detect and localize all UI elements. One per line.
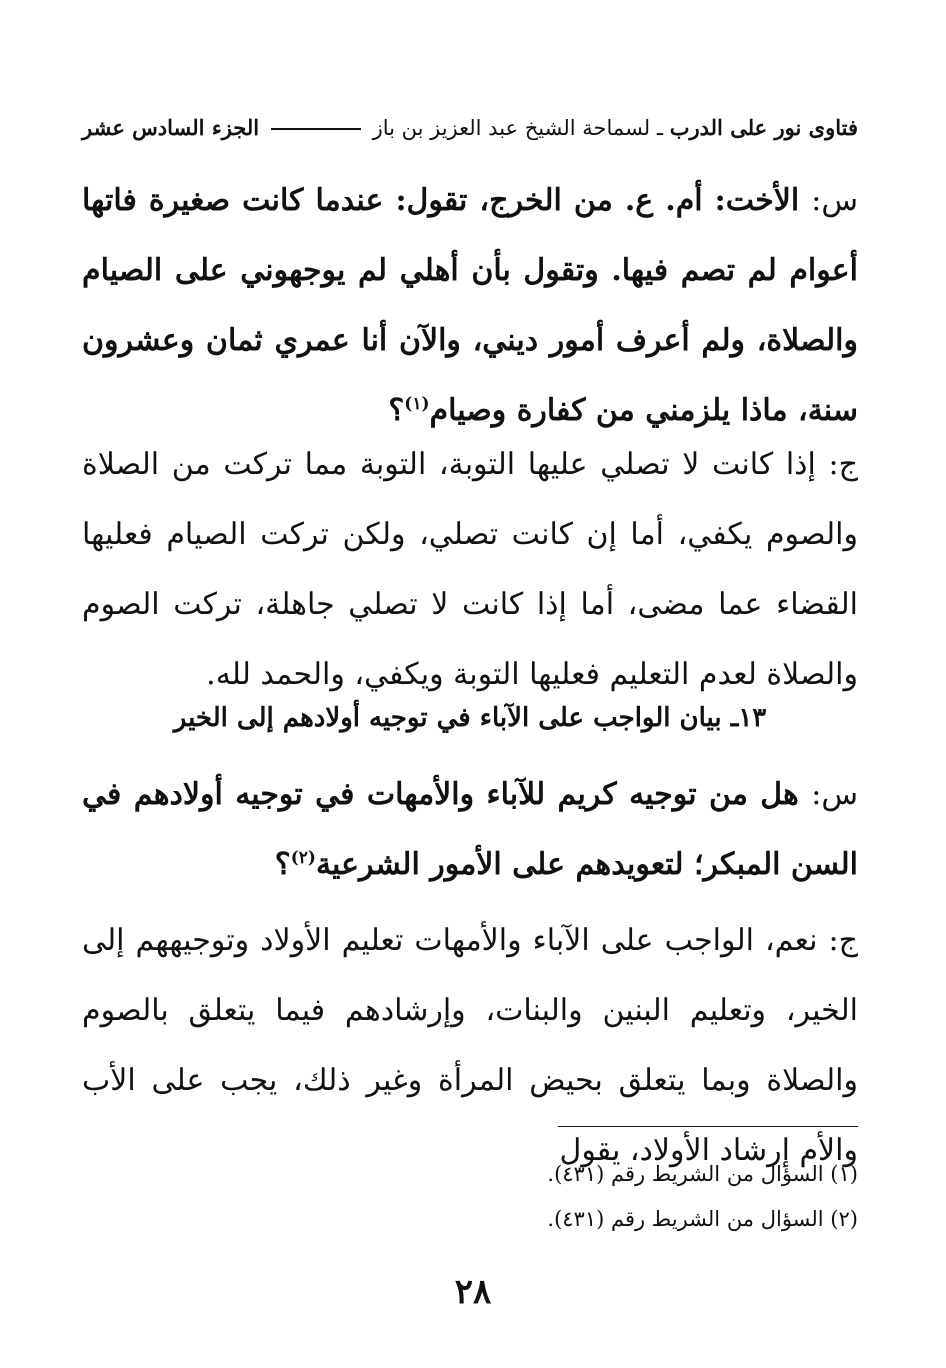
footnote-1: (١) السؤال من الشريط رقم (٤٣١). xyxy=(547,1162,858,1186)
question-2 xyxy=(82,760,858,900)
question-2-body: هل من توجيه كريم للآباء والأمهات في توجيه أولادهم في السن المبكر؛ لتعويدهم على الأمور الشرعية xyxy=(82,777,858,882)
header-title xyxy=(373,115,858,140)
footnote-ref-2: (٢) xyxy=(290,848,316,868)
running-header xyxy=(82,110,858,145)
header-book-title: فتاوى نور على الدرب xyxy=(669,114,858,140)
question-2-lead: س: xyxy=(811,777,858,812)
question-1-text xyxy=(82,166,858,446)
question-2-end: ؟ xyxy=(274,847,291,882)
answer-2-text: ج: نعم، الواجب على الآباء والأمهات تعليم الأولاد وتوجيههم إلى الخير، وتعليم البنين والبنات، وإرشادهم فيما يتعلق بالصوم والصلاة وبما يتعلق بحيض المرأة وغير ذلك، يجب على الأب والأم إرشاد الأولاد، يقول xyxy=(82,923,858,1168)
header-author: ـ لسماحة الشيخ عبد العزيز بن باز xyxy=(372,115,664,140)
footnote-separator xyxy=(558,1126,858,1127)
header-volume: الجزء السادس عشر xyxy=(82,114,260,140)
question-1-lead: س: xyxy=(811,183,858,218)
answer-2 xyxy=(82,906,858,1186)
answer-1 xyxy=(82,430,858,710)
page-number: ٢٨ xyxy=(454,1272,492,1312)
section-heading: ١٣ـ بيان الواجب على الآباء في توجيه أولادهم إلى الخير xyxy=(173,703,767,733)
question-1 xyxy=(82,166,858,446)
footnotes xyxy=(82,1152,858,1242)
question-1-body: الأخت: أم. ع. من الخرج، تقول: عندما كانت صغيرة فاتها أعوام لم تصم فيها. وتقول بأن أهلي لم يوجهوني على الصيام والصلاة، ولم أعرف أمور ديني، والآن أنا عمري ثمان وعشرون سنة، ماذا يلزمني من كفارة وصيام xyxy=(82,183,858,428)
header-rule xyxy=(271,128,360,130)
question-2-text xyxy=(82,760,858,900)
answer-1-text: ج: إذا كانت لا تصلي عليها التوبة، التوبة مما تركت من الصلاة والصوم يكفي، أما إن كانت تصلي، ولكن تركت الصيام فعليها القضاء عما مضى، أما إذا كانت لا تصلي جاهلة، تركت الصوم والصلاة لعدم التعليم فعليها التوبة ويكفي، والحمد لله. xyxy=(82,447,858,692)
footnote-2: (٢) السؤال من الشريط رقم (٤٣١). xyxy=(547,1207,858,1231)
footnote-ref-1: (١) xyxy=(404,394,430,414)
question-1-end: ؟ xyxy=(388,393,405,428)
